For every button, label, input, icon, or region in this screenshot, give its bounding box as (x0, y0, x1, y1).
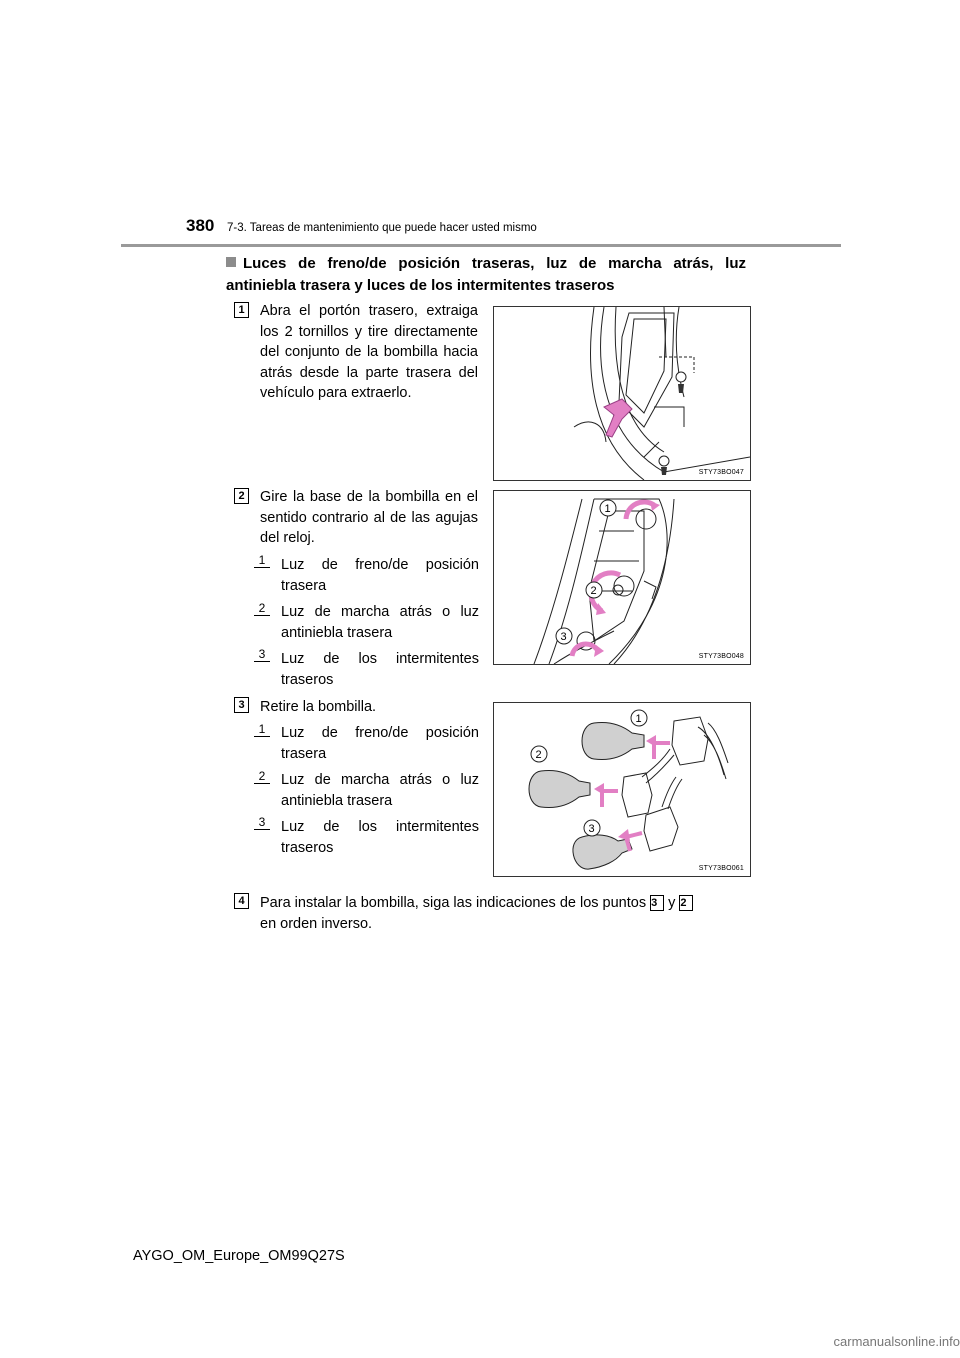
step-3-text: Retire la bombilla. (260, 699, 377, 715)
sub-item-text: Luz de marcha atrás o luz antiniebla trasera (281, 604, 479, 641)
step-number-1: 1 (234, 302, 249, 318)
section-title (226, 253, 746, 297)
sub-number: 3 (254, 815, 270, 830)
step-1-text: Abra el portón trasero, extraiga los 2 tornillos y tire directamente del conjunto de la bombilla hacia atrás desde la parte trasera del vehículo para extraerlo. (260, 303, 478, 402)
step-number-4: 4 (234, 893, 249, 909)
section-header: 7-3. Tareas de mantenimiento que puede hacer usted mismo (227, 222, 537, 234)
figure-callout: 2 (590, 585, 597, 597)
sub-item-text: Luz de freno/de posición trasera (281, 557, 479, 594)
step-ref-box: 3 (650, 895, 664, 911)
figure-code: STY73BO047 (698, 469, 744, 476)
figure-rear-lamp-removal (493, 306, 751, 481)
figure-callout: 3 (588, 823, 595, 835)
square-bullet-icon (226, 257, 236, 267)
bulb-sockets-illustration (494, 491, 750, 664)
sub-number: 1 (254, 722, 270, 737)
step-4-conjunction: y (668, 895, 676, 911)
header-divider (121, 244, 841, 247)
sub-item-text: Luz de los intermitentes traseros (281, 819, 479, 856)
sub-item-text: Luz de marcha atrás o luz antiniebla trasera (281, 772, 479, 809)
page-number: 380 (186, 216, 215, 235)
figure-callout: 3 (560, 631, 567, 643)
sub-item-text: Luz de los intermitentes traseros (281, 651, 479, 688)
step-number-2: 2 (234, 488, 249, 504)
figure-callout: 1 (604, 503, 611, 515)
sub-number: 2 (254, 601, 270, 616)
figure-bulb-base-rotation (493, 490, 751, 665)
figure-code: STY73BO048 (698, 653, 744, 660)
watermark: carmanualsonline.info (833, 1334, 960, 1349)
sub-item-text: Luz de freno/de posición trasera (281, 725, 479, 762)
step-2-text: Gire la base de la bombilla en el sentido contrario al de las agujas del reloj. (260, 489, 478, 547)
bulbs-illustration (494, 703, 750, 876)
sub-number: 1 (254, 553, 270, 568)
figure-callout: 1 (635, 713, 642, 725)
figure-code: STY73BO061 (698, 865, 744, 872)
rear-lamp-illustration (494, 307, 750, 480)
step-number-3: 3 (234, 697, 249, 713)
sub-number: 3 (254, 647, 270, 662)
step-ref-box: 2 (679, 895, 693, 911)
step-4-text-before: Para instalar la bombilla, siga las indicaciones de los puntos (260, 895, 647, 911)
figure-callout: 2 (535, 749, 542, 761)
section-title-text: Luces de freno/de posición traseras, luz de marcha atrás, luz antiniebla trasera y luces de los intermitentes traseros (226, 255, 746, 294)
sub-number: 2 (254, 769, 270, 784)
step-4-text-after: en orden inverso. (260, 915, 373, 932)
footer-doc-id: AYGO_OM_Europe_OM99Q27S (133, 1248, 345, 1264)
step-4-text (260, 893, 750, 934)
figure-bulb-removal (493, 702, 751, 877)
